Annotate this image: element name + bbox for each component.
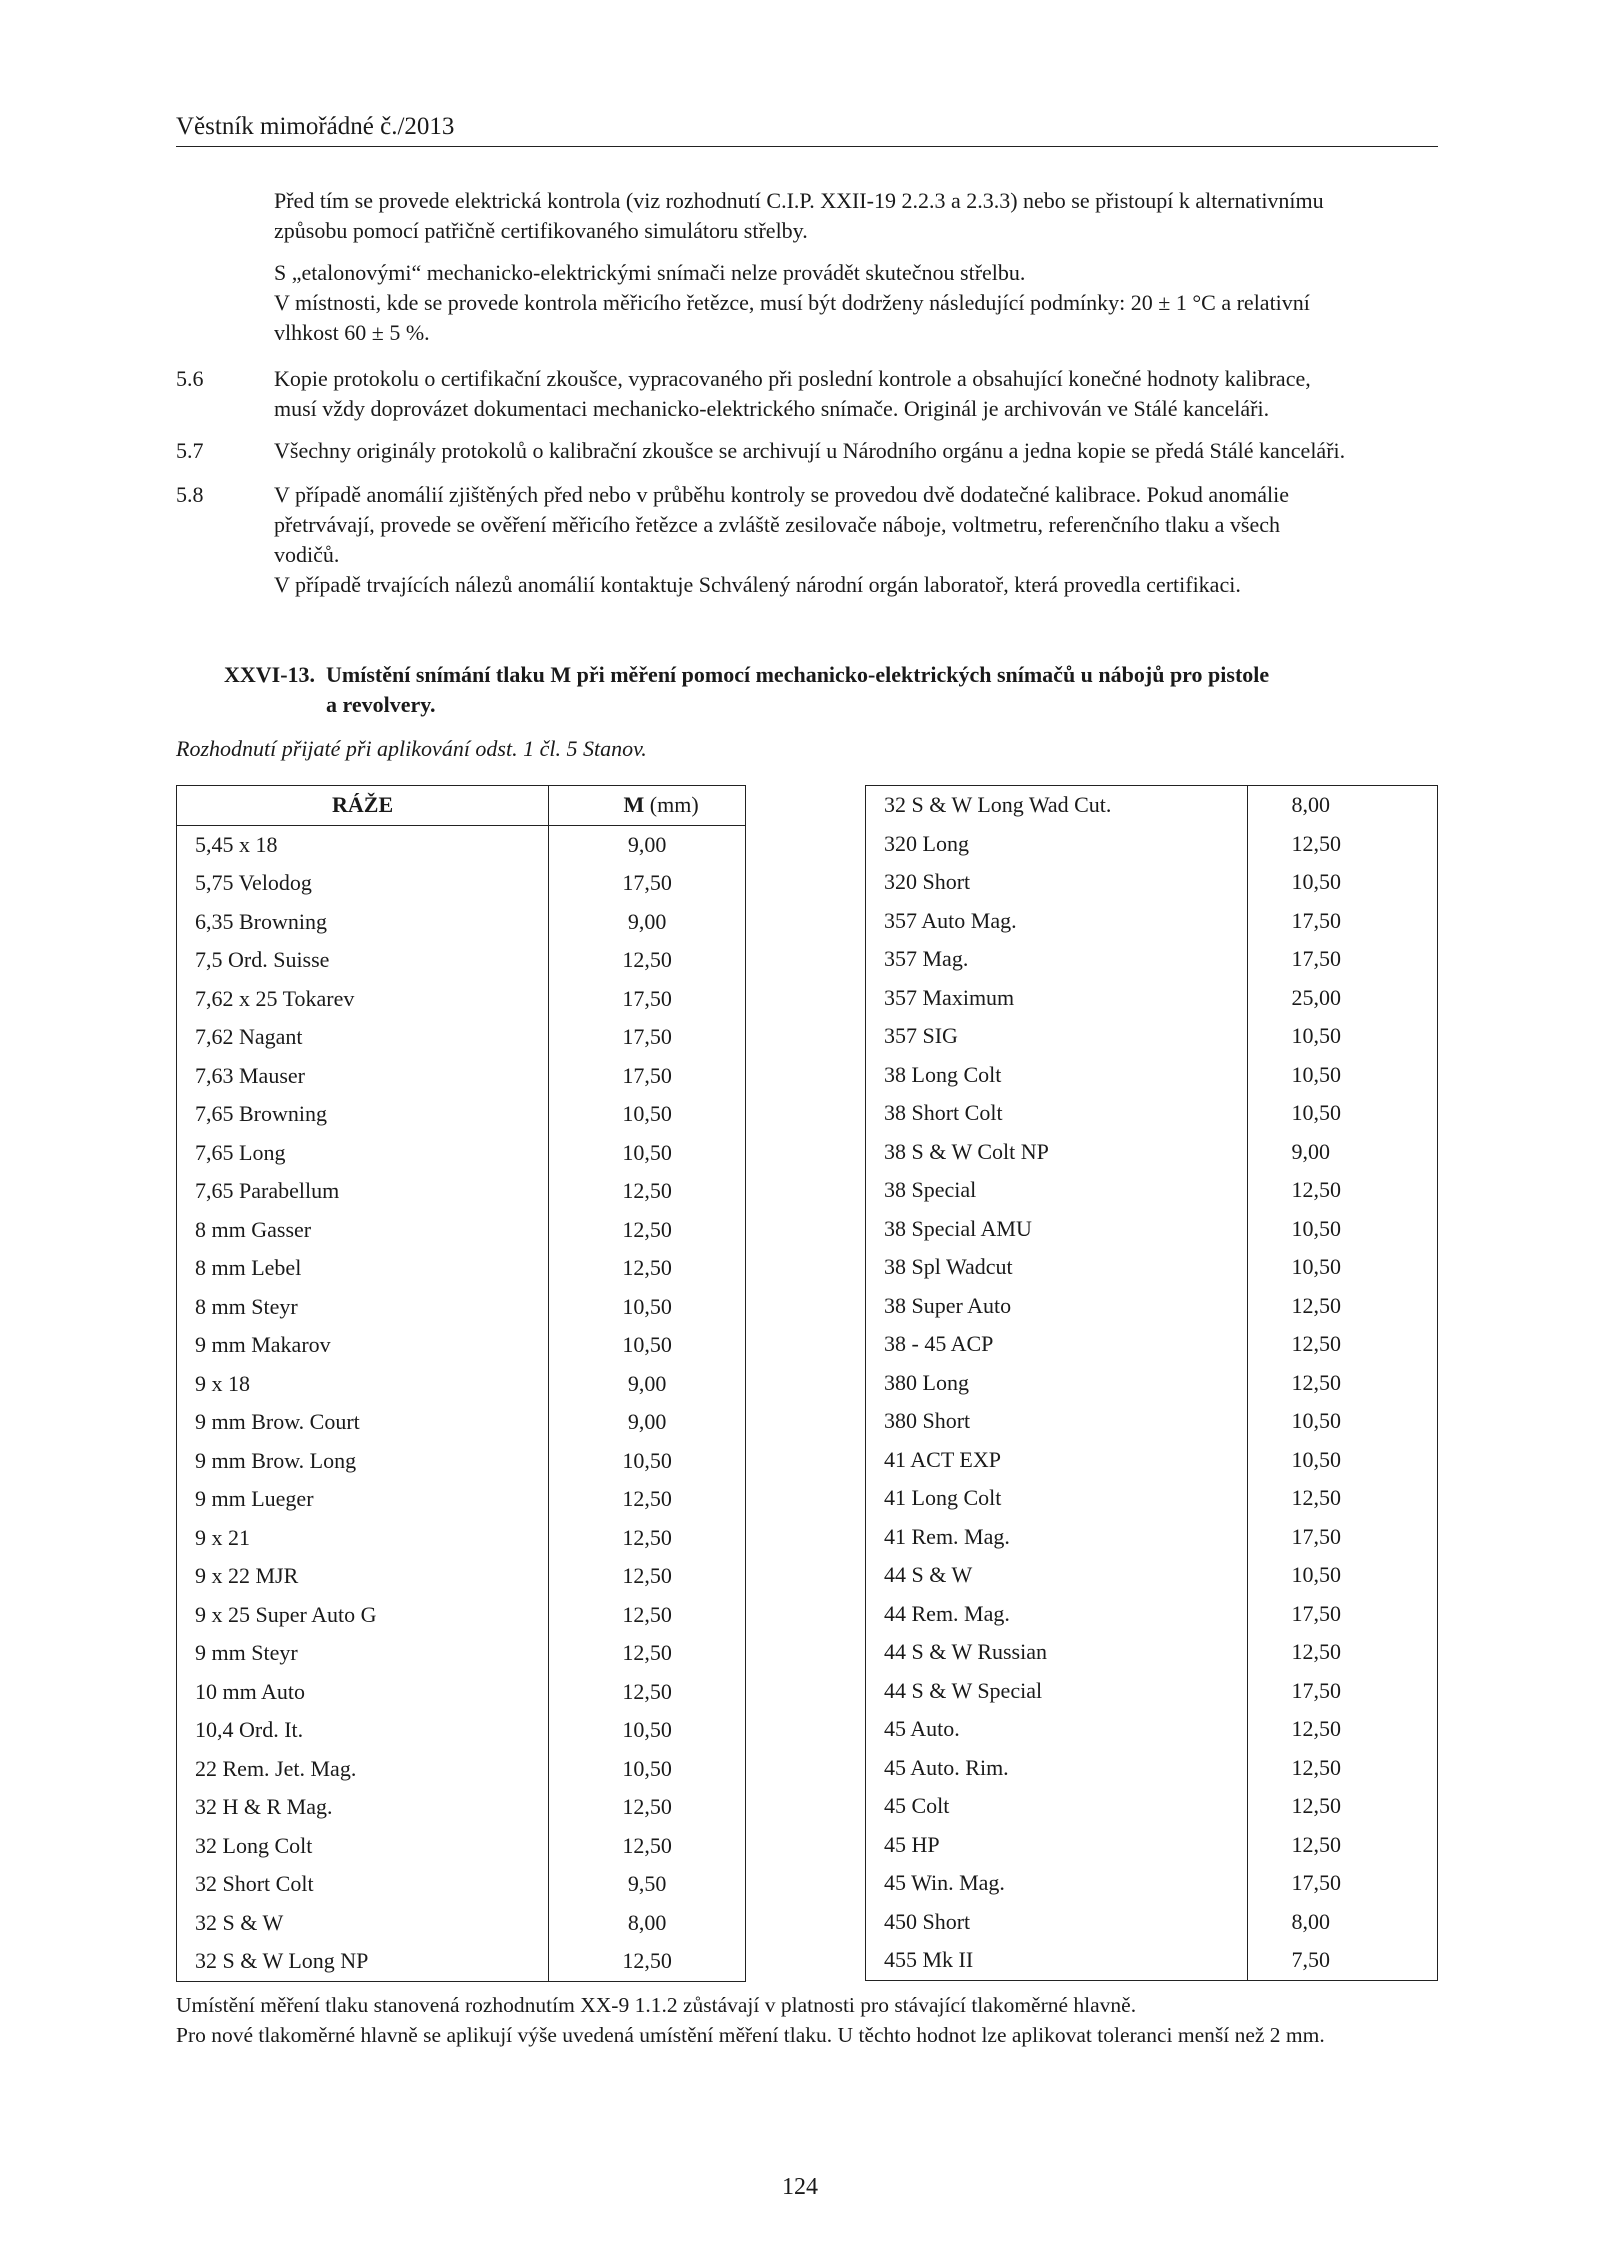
m-value-cell: 10,50	[1247, 863, 1437, 902]
caliber-cell: 357 SIG	[866, 1017, 1248, 1056]
m-value-cell: 25,00	[1247, 979, 1437, 1018]
table-row	[177, 1365, 746, 1404]
table-row	[177, 1865, 746, 1904]
table-row	[866, 1826, 1438, 1865]
table-row	[177, 1172, 746, 1211]
caliber-cell: 44 S & W	[866, 1556, 1248, 1595]
table-row	[177, 1750, 746, 1789]
note-line: Pro nové tlakoměrné hlavně se aplikují výše uvedená umístění měření tlaku. U těchto hodnot lze aplikovat toleranci menší než 2 mm.	[176, 2023, 1325, 2047]
header-m-symbol: M	[623, 792, 645, 817]
caliber-cell: 45 HP	[866, 1826, 1248, 1865]
caliber-cell: 38 Long Colt	[866, 1056, 1248, 1095]
table-row	[177, 1673, 746, 1712]
m-value-cell: 12,50	[1247, 1364, 1437, 1403]
table-row	[866, 940, 1438, 979]
text-line: S „etalonovými“ mechanicko-elektrickými snímači nelze provádět skutečnou střelbu.	[274, 260, 1026, 285]
m-value-cell: 12,50	[1247, 1479, 1437, 1518]
table-row	[866, 1749, 1438, 1788]
m-value-cell: 9,00	[1247, 1133, 1437, 1172]
m-value-cell: 12,50	[1247, 1749, 1437, 1788]
text-line: Před tím se provede elektrická kontrola (viz rozhodnutí C.I.P. XXII-19 2.2.3 a 2.3.3) nebo se přistoupí k alternativnímu	[274, 188, 1324, 213]
text-line: V případě trvajících nálezů anomálií kontaktuje Schválený národní orgán laboratoř, která provedla certifikaci.	[274, 572, 1241, 597]
text-line: V případě anomálií zjištěných před nebo v průběhu kontroly se provedou dvě dodatečné kalibrace. Pokud anomálie	[274, 482, 1289, 507]
caliber-cell: 41 Rem. Mag.	[866, 1518, 1248, 1557]
caliber-cell: 38 Spl Wadcut	[866, 1248, 1248, 1287]
caliber-cell: 10 mm Auto	[177, 1673, 549, 1712]
caliber-cell: 32 S & W	[177, 1904, 549, 1943]
table-header-row	[177, 786, 746, 826]
m-value-cell: 8,00	[1247, 1903, 1437, 1942]
table-row	[866, 863, 1438, 902]
table-row	[866, 1017, 1438, 1056]
m-value-cell: 12,50	[549, 1634, 746, 1673]
header-m	[549, 786, 746, 826]
m-value-cell: 12,50	[1247, 1171, 1437, 1210]
caliber-cell: 455 Mk II	[866, 1941, 1248, 1980]
caliber-cell: 38 Special	[866, 1171, 1248, 1210]
table-row	[866, 1941, 1438, 1980]
table-row	[866, 1210, 1438, 1249]
table-row	[866, 1094, 1438, 1133]
caliber-cell: 45 Colt	[866, 1787, 1248, 1826]
table-row	[177, 1557, 746, 1596]
m-value-cell: 12,50	[1247, 1787, 1437, 1826]
m-value-cell: 9,00	[549, 1365, 746, 1404]
m-value-cell: 17,50	[1247, 1595, 1437, 1634]
running-header: Věstník mimořádné č./2013	[176, 113, 455, 140]
m-value-cell: 8,00	[1247, 786, 1437, 825]
item-number: 5.6	[176, 366, 204, 391]
section-code: XXVI-13.	[224, 662, 316, 687]
caliber-cell: 8 mm Lebel	[177, 1249, 549, 1288]
caliber-cell: 9 mm Brow. Court	[177, 1403, 549, 1442]
text-line: způsobu pomocí patřičně certifikovaného simulátoru střelby.	[274, 218, 808, 243]
m-value-cell: 10,50	[549, 1750, 746, 1789]
table-row	[177, 1942, 746, 1981]
item-number: 5.7	[176, 438, 204, 463]
m-value-cell: 12,50	[1247, 825, 1437, 864]
table-row	[177, 1249, 746, 1288]
table-row	[866, 1479, 1438, 1518]
m-value-cell: 12,50	[1247, 1633, 1437, 1672]
table-row	[177, 1711, 746, 1750]
table-row	[866, 1248, 1438, 1287]
table-row	[866, 1672, 1438, 1711]
table-row	[177, 1827, 746, 1866]
m-value-cell: 17,50	[1247, 1672, 1437, 1711]
table-row	[866, 825, 1438, 864]
header-caliber: RÁŽE	[177, 786, 549, 826]
m-value-cell: 10,50	[549, 1326, 746, 1365]
m-value-cell: 17,50	[549, 1057, 746, 1096]
calibre-table-right	[865, 785, 1438, 1981]
m-value-cell: 10,50	[1247, 1441, 1437, 1480]
m-value-cell: 12,50	[549, 1480, 746, 1519]
table-row	[866, 1441, 1438, 1480]
m-value-cell: 17,50	[549, 980, 746, 1019]
table-row	[177, 1788, 746, 1827]
caliber-cell: 44 S & W Russian	[866, 1633, 1248, 1672]
text-line: Všechny originály protokolů o kalibrační zkoušce se archivují u Národního orgánu a jedna kopie se předá Stálé kanceláři.	[274, 438, 1346, 463]
table-row	[177, 1134, 746, 1173]
caliber-cell: 38 S & W Colt NP	[866, 1133, 1248, 1172]
caliber-cell: 7,63 Mauser	[177, 1057, 549, 1096]
text-line: V místnosti, kde se provede kontrola měřicího řetězce, musí být dodrženy následující podmínky: 20 ± 1 °C a relativní	[274, 290, 1310, 315]
m-value-cell: 12,50	[549, 941, 746, 980]
table-row	[177, 1442, 746, 1481]
m-value-cell: 10,50	[549, 1288, 746, 1327]
table-row	[866, 1287, 1438, 1326]
m-value-cell: 12,50	[549, 1211, 746, 1250]
table-row	[177, 1634, 746, 1673]
table-row	[866, 902, 1438, 941]
m-value-cell: 12,50	[549, 1519, 746, 1558]
m-value-cell: 10,50	[1247, 1056, 1437, 1095]
table-row	[866, 1518, 1438, 1557]
m-value-cell: 17,50	[1247, 902, 1437, 941]
m-value-cell: 10,50	[549, 1442, 746, 1481]
table-row	[177, 1904, 746, 1943]
m-value-cell: 10,50	[549, 1134, 746, 1173]
caliber-cell: 7,5 Ord. Suisse	[177, 941, 549, 980]
m-value-cell: 12,50	[549, 1249, 746, 1288]
m-value-cell: 7,50	[1247, 1941, 1437, 1980]
table-row	[177, 1057, 746, 1096]
caliber-cell: 38 Short Colt	[866, 1094, 1248, 1133]
caliber-cell: 38 Special AMU	[866, 1210, 1248, 1249]
m-value-cell: 10,50	[1247, 1402, 1437, 1441]
caliber-cell: 380 Short	[866, 1402, 1248, 1441]
table-row	[177, 1095, 746, 1134]
table-row	[177, 825, 746, 864]
table-row	[866, 1325, 1438, 1364]
table-row	[177, 1480, 746, 1519]
table-row	[177, 1596, 746, 1635]
caliber-cell: 7,65 Browning	[177, 1095, 549, 1134]
table-row	[177, 1519, 746, 1558]
caliber-cell: 32 S & W Long Wad Cut.	[866, 786, 1248, 825]
m-value-cell: 12,50	[1247, 1826, 1437, 1865]
table-row	[866, 1556, 1438, 1595]
table-row	[177, 864, 746, 903]
m-value-cell: 12,50	[549, 1827, 746, 1866]
caliber-cell: 7,65 Long	[177, 1134, 549, 1173]
table-row	[177, 903, 746, 942]
caliber-cell: 45 Auto.	[866, 1710, 1248, 1749]
page-number: 124	[782, 2174, 818, 2200]
caliber-cell: 10,4 Ord. It.	[177, 1711, 549, 1750]
caliber-cell: 9 mm Lueger	[177, 1480, 549, 1519]
caliber-cell: 45 Auto. Rim.	[866, 1749, 1248, 1788]
caliber-cell: 320 Long	[866, 825, 1248, 864]
m-value-cell: 12,50	[1247, 1325, 1437, 1364]
caliber-cell: 7,65 Parabellum	[177, 1172, 549, 1211]
caliber-cell: 9 mm Steyr	[177, 1634, 549, 1673]
m-value-cell: 12,50	[1247, 1287, 1437, 1326]
caliber-cell: 357 Maximum	[866, 979, 1248, 1018]
m-value-cell: 9,50	[549, 1865, 746, 1904]
m-value-cell: 8,00	[549, 1904, 746, 1943]
caliber-cell: 5,75 Velodog	[177, 864, 549, 903]
calibre-table-left	[176, 785, 746, 1982]
caliber-cell: 41 ACT EXP	[866, 1441, 1248, 1480]
caliber-cell: 32 H & R Mag.	[177, 1788, 549, 1827]
caliber-cell: 320 Short	[866, 863, 1248, 902]
table-row	[866, 1056, 1438, 1095]
table-row	[177, 941, 746, 980]
note-line: Umístění měření tlaku stanovená rozhodnutím XX-9 1.1.2 zůstávají v platnosti pro stávající tlakoměrné hlavně.	[176, 1993, 1137, 2017]
m-value-cell: 10,50	[1247, 1556, 1437, 1595]
table-row	[866, 979, 1438, 1018]
m-value-cell: 17,50	[1247, 940, 1437, 979]
caliber-cell: 9 mm Makarov	[177, 1326, 549, 1365]
m-value-cell: 9,00	[549, 825, 746, 864]
caliber-cell: 9 x 25 Super Auto G	[177, 1596, 549, 1635]
caliber-cell: 8 mm Gasser	[177, 1211, 549, 1250]
m-value-cell: 17,50	[549, 1018, 746, 1057]
text-line: přetrvávají, provede se ověření měřicího řetězce a zvláště zesilovače náboje, voltmetru, referenčního tlaku a všech	[274, 512, 1281, 537]
caliber-cell: 9 x 21	[177, 1519, 549, 1558]
m-value-cell: 17,50	[549, 864, 746, 903]
caliber-cell: 38 Super Auto	[866, 1287, 1248, 1326]
table-row	[866, 1171, 1438, 1210]
caliber-cell: 6,35 Browning	[177, 903, 549, 942]
caliber-cell: 357 Auto Mag.	[866, 902, 1248, 941]
m-value-cell: 10,50	[549, 1711, 746, 1750]
table-row	[866, 1710, 1438, 1749]
caliber-cell: 44 Rem. Mag.	[866, 1595, 1248, 1634]
table-row	[866, 1364, 1438, 1403]
caliber-cell: 380 Long	[866, 1364, 1248, 1403]
table-row	[866, 1133, 1438, 1172]
text-line: vlhkost 60 ± 5 %.	[274, 320, 430, 345]
caliber-cell: 7,62 Nagant	[177, 1018, 549, 1057]
caliber-cell: 357 Mag.	[866, 940, 1248, 979]
m-value-cell: 12,50	[549, 1673, 746, 1712]
section-title	[224, 660, 1438, 720]
table-row	[866, 1903, 1438, 1942]
m-value-cell: 10,50	[1247, 1017, 1437, 1056]
caliber-cell: 32 Short Colt	[177, 1865, 549, 1904]
footer-notes	[176, 1990, 1438, 2050]
m-value-cell: 10,50	[1247, 1210, 1437, 1249]
caliber-cell: 22 Rem. Jet. Mag.	[177, 1750, 549, 1789]
m-value-cell: 9,00	[549, 1403, 746, 1442]
table-row	[177, 1403, 746, 1442]
table-row	[177, 1018, 746, 1057]
caliber-cell: 9 x 22 MJR	[177, 1557, 549, 1596]
table-row	[866, 1402, 1438, 1441]
m-value-cell: 12,50	[549, 1172, 746, 1211]
table-row	[177, 1211, 746, 1250]
m-value-cell: 10,50	[549, 1095, 746, 1134]
m-value-cell: 12,50	[549, 1942, 746, 1981]
m-value-cell: 12,50	[549, 1788, 746, 1827]
m-value-cell: 10,50	[1247, 1094, 1437, 1133]
header-m-unit: (mm)	[649, 792, 699, 817]
table-row	[866, 1864, 1438, 1903]
caliber-cell: 44 S & W Special	[866, 1672, 1248, 1711]
caliber-cell: 450 Short	[866, 1903, 1248, 1942]
table-row	[866, 1595, 1438, 1634]
section-title-line-1: Umístění snímání tlaku M při měření pomocí mechanicko-elektrických snímačů u nábojů pro pistole	[326, 662, 1270, 687]
m-value-cell: 12,50	[549, 1557, 746, 1596]
table-row	[866, 1787, 1438, 1826]
caliber-cell: 9 mm Brow. Long	[177, 1442, 549, 1481]
caliber-cell: 41 Long Colt	[866, 1479, 1248, 1518]
caliber-cell: 45 Win. Mag.	[866, 1864, 1248, 1903]
caliber-cell: 38 - 45 ACP	[866, 1325, 1248, 1364]
table-row	[866, 1633, 1438, 1672]
text-line: Kopie protokolu o certifikační zkoušce, vypracovaného při poslední kontrole a obsahující konečné hodnoty kalibrace,	[274, 366, 1311, 391]
m-value-cell: 10,50	[1247, 1248, 1437, 1287]
text-line: musí vždy doprovázet dokumentaci mechanicko-elektrického snímače. Originál je archivován ve Stálé kanceláři.	[274, 396, 1270, 421]
table-row	[866, 786, 1438, 825]
item-number: 5.8	[176, 482, 204, 507]
header-rule	[176, 146, 1438, 147]
section-title-line-2: a revolvery.	[326, 692, 436, 717]
m-value-cell: 12,50	[1247, 1710, 1437, 1749]
caliber-cell: 32 S & W Long NP	[177, 1942, 549, 1981]
m-value-cell: 9,00	[549, 903, 746, 942]
table-row	[177, 1326, 746, 1365]
caliber-cell: 32 Long Colt	[177, 1827, 549, 1866]
caliber-cell: 8 mm Steyr	[177, 1288, 549, 1327]
m-value-cell: 17,50	[1247, 1518, 1437, 1557]
text-line: vodičů.	[274, 542, 340, 567]
table-row	[177, 1288, 746, 1327]
decision-note: Rozhodnutí přijaté při aplikování odst. 1 čl. 5 Stanov.	[176, 736, 647, 761]
caliber-cell: 7,62 x 25 Tokarev	[177, 980, 549, 1019]
m-value-cell: 12,50	[549, 1596, 746, 1635]
table-row	[177, 980, 746, 1019]
caliber-cell: 5,45 x 18	[177, 825, 549, 864]
caliber-cell: 9 x 18	[177, 1365, 549, 1404]
m-value-cell: 17,50	[1247, 1864, 1437, 1903]
